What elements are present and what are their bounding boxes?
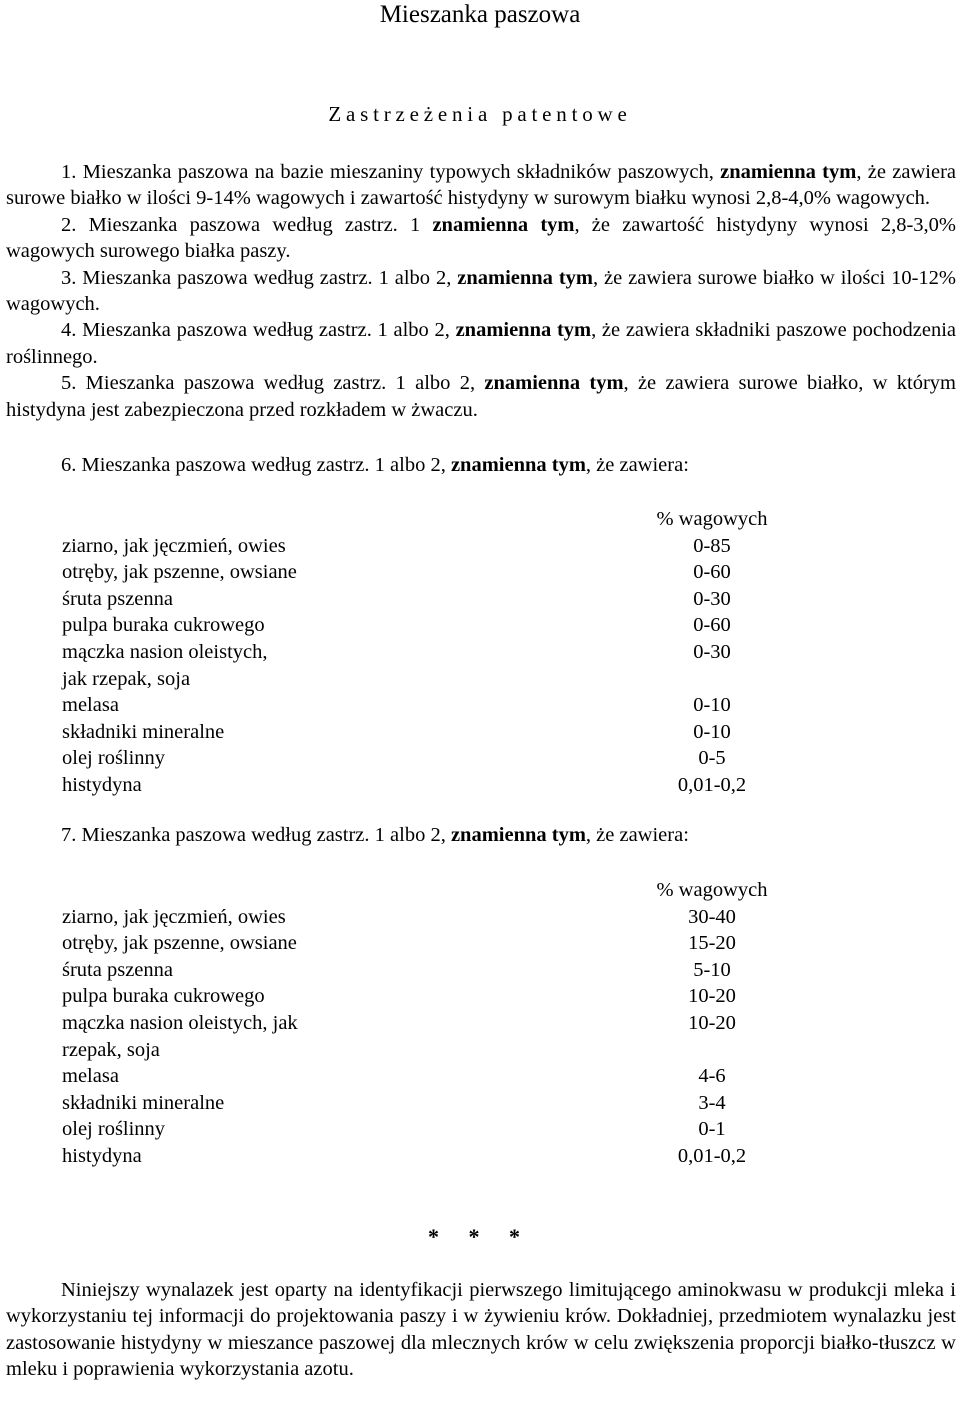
ingredient-name: składniki mineralne [62, 720, 225, 743]
ingredient-name: histydyna [62, 1144, 142, 1167]
ingredient-name: pulpa buraka cukrowego [62, 985, 265, 1008]
table-row [62, 983, 802, 1010]
table-row [62, 1037, 802, 1064]
composition-table-1 [62, 506, 802, 799]
section-heading: Zastrzeżenia patentowe [328, 102, 632, 126]
ingredient-name: ziarno, jak jęczmień, owies [62, 905, 286, 928]
table-row [62, 904, 802, 931]
ingredient-percent: 0,01-0,2 [677, 773, 747, 796]
ingredient-name: ziarno, jak jęczmień, owies [62, 534, 286, 557]
ingredient-name: pulpa buraka cukrowego [62, 614, 265, 637]
table-row [62, 586, 802, 613]
page-title: Mieszanka paszowa [379, 1, 581, 28]
claim-6 [61, 452, 689, 479]
description-block [6, 1277, 956, 1383]
table-row [62, 1116, 802, 1143]
ingredient-percent: 15-20 [688, 932, 736, 955]
ingredient-name: olej roślinny [62, 1118, 166, 1141]
claim-5 [6, 370, 956, 423]
claim-1-text-post: , że zawiera surowe białko w ilości 9-14% wagowych i zawartość histydyny w surowym białku wynosi 2,8-4,0% wagowych. [6, 161, 957, 210]
claim-4-text-post: , że zawiera składniki paszowe pochodzenia roślinnego. [6, 319, 956, 368]
claim-7 [61, 822, 689, 849]
ingredient-percent: 10-20 [688, 1011, 736, 1034]
ingredient-name: śruta pszenna [62, 587, 173, 610]
claims-block [6, 159, 956, 423]
ingredient-name: składniki mineralne [62, 1091, 225, 1114]
table-row [62, 930, 802, 957]
ingredient-percent: 0-30 [693, 640, 731, 663]
table-row [62, 957, 802, 984]
table-header-row [62, 506, 802, 533]
section-separator: * * * [428, 1224, 532, 1249]
ingredient-name: histydyna [62, 773, 142, 796]
table-row [62, 719, 802, 746]
claim-5-text-post: , że zawiera surowe białko, w którym histydyna jest zabezpieczona przed rozkładem w żwaczu. [6, 372, 957, 421]
ingredient-percent: 3-4 [698, 1091, 726, 1114]
claim-4-text-pre: 4. Mieszanka paszowa według zastrz. 1 albo 2, [61, 319, 456, 342]
claim-1 [6, 159, 956, 212]
claim-7-bold: znamienna tym [450, 824, 586, 846]
ingredient-name: mączka nasion oleistych, [62, 640, 268, 663]
ingredient-name: rzepak, soja [62, 1038, 160, 1061]
description-paragraph: Niniejszy wynalazek jest oparty na identyfikacji pierwszego limitującego aminokwasu w produkcji mleka i wykorzystaniu tej informacji do projektowania paszy i w żywieniu krów. Dokładniej, przedmiotem wynalazku jest zastosowanie histydyny w mieszance paszowej dla mlecznych krów w celu zwiększenia proporcji białko-tłuszcz w mleku i poprawienia wykorzystania azotu. [6, 1279, 956, 1381]
ingredient-name: śruta pszenna [62, 958, 173, 981]
claim-2-text-pre: 2. Mieszanka paszowa według zastrz. 1 [61, 213, 433, 236]
table-header-row [62, 877, 802, 904]
ingredient-percent: 4-6 [698, 1065, 726, 1088]
claim-2 [6, 212, 956, 265]
table-row [62, 559, 802, 586]
ingredient-name: otręby, jak pszenne, owsiane [62, 561, 297, 584]
claim-3-bold: znamienna tym [457, 266, 593, 289]
table-row [62, 639, 802, 666]
ingredient-name: melasa [62, 694, 119, 717]
ingredient-percent: 0-10 [693, 720, 731, 743]
table-row [62, 692, 802, 719]
ingredient-name: mączka nasion oleistych, jak [62, 1011, 298, 1034]
ingredient-percent: 0-5 [698, 747, 726, 770]
claim-4-bold: znamienna tym [455, 319, 592, 342]
ingredient-percent: 5-10 [693, 958, 731, 981]
table-row [62, 745, 802, 772]
claim-3-text-pre: 3. Mieszanka paszowa według zastrz. 1 albo 2, [61, 266, 458, 289]
claim-7-text-post: , że zawiera: [585, 824, 689, 846]
ingredient-percent: 0-60 [693, 614, 731, 637]
ingredient-percent: 10-20 [688, 985, 736, 1008]
table-row [62, 1063, 802, 1090]
ingredient-name: melasa [62, 1065, 119, 1088]
table-row [62, 533, 802, 560]
claim-3-text-post: , że zawiera surowe białko w ilości 10-12% wagowych. [6, 266, 956, 316]
composition-table-2 [62, 877, 802, 1170]
claim-6-text-post: , że zawiera: [585, 454, 689, 476]
claim-2-bold: znamienna tym [432, 213, 575, 236]
claim-3 [6, 265, 956, 318]
table-row [62, 1090, 802, 1117]
table-row [62, 1010, 802, 1037]
claim-4 [6, 317, 956, 370]
claim-6-bold: znamienna tym [450, 454, 586, 476]
ingredient-percent: 30-40 [688, 905, 736, 928]
claim-2-text-post: , że zawartość histydyny wynosi 2,8-3,0% wagowych surowego białka paszy. [6, 213, 956, 263]
ingredient-name: jak rzepak, soja [62, 667, 191, 690]
claim-5-text-pre: 5. Mieszanka paszowa według zastrz. 1 albo 2, [61, 372, 485, 395]
table-row [62, 666, 802, 693]
ingredient-percent: 0-60 [693, 561, 731, 584]
ingredient-percent: 0-85 [693, 534, 731, 557]
ingredient-percent: 0-1 [698, 1118, 726, 1141]
claim-1-text-pre: 1. Mieszanka paszowa na bazie mieszaniny typowych składników paszowych, [61, 161, 721, 183]
table-row [62, 772, 802, 799]
claim-6-text-pre: 6. Mieszanka paszowa według zastrz. 1 albo 2, [61, 454, 451, 476]
column-header: % wagowych [656, 508, 768, 530]
column-header: % wagowych [656, 879, 768, 901]
table-row [62, 612, 802, 639]
ingredient-percent: 0-30 [693, 587, 731, 610]
claim-5-bold: znamienna tym [484, 372, 624, 395]
ingredient-percent: 0,01-0,2 [677, 1144, 747, 1167]
claim-7-text-pre: 7. Mieszanka paszowa według zastrz. 1 albo 2, [61, 824, 451, 846]
ingredient-percent: 0-10 [693, 694, 731, 717]
table-row [62, 1143, 802, 1170]
ingredient-name: otręby, jak pszenne, owsiane [62, 932, 297, 955]
ingredient-name: olej roślinny [62, 747, 166, 770]
claim-1-bold: znamienna tym [720, 161, 857, 183]
